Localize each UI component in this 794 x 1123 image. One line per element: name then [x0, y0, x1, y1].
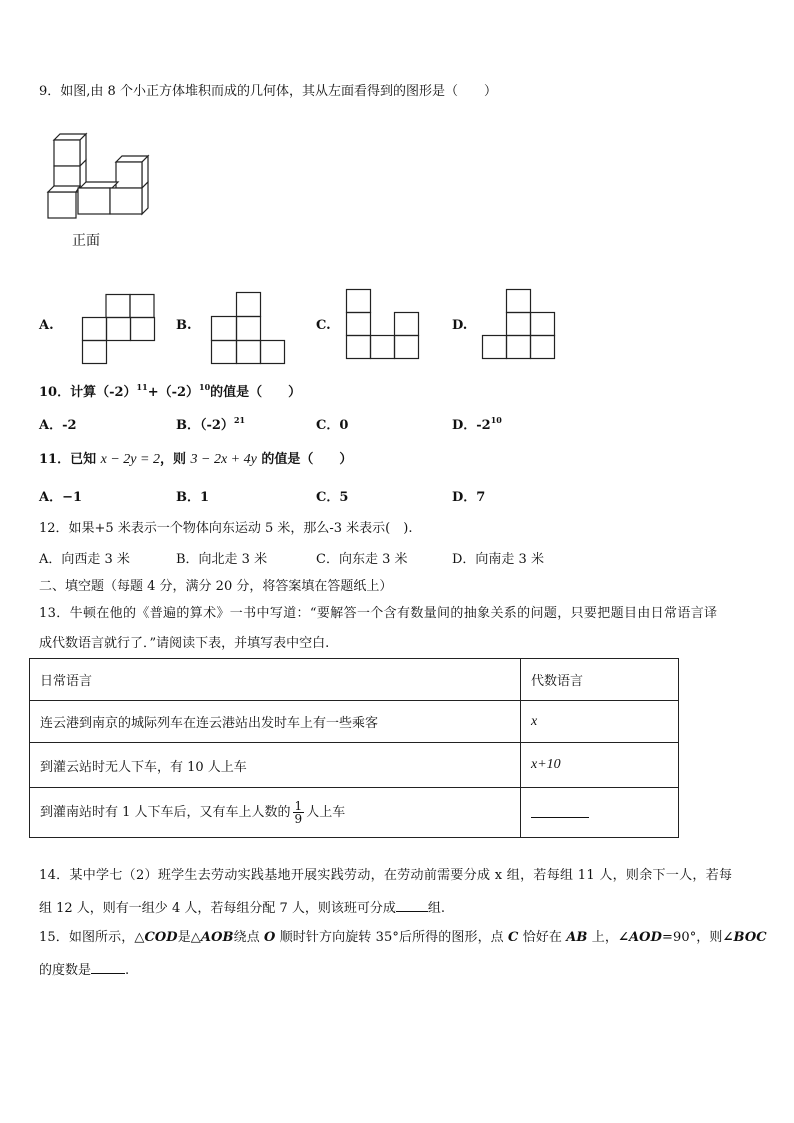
- q12-option-a: A．向西走 3 米: [39, 552, 130, 567]
- q13-translation-table: [29, 658, 679, 838]
- q9-option-a-label: A.: [39, 318, 54, 333]
- q9-option-c-label: C.: [316, 318, 331, 333]
- q11-option-c: C．5: [316, 490, 349, 505]
- q9-stem: 9．如图,由 8 个小正方体堆积而成的几何体，其从左面看得到的图形是（ ）: [39, 84, 497, 99]
- table-cell-daily: 连云港到南京的城际列车在连云港站出发时车上有一些乘客: [30, 701, 521, 743]
- q10-option-b: B．$(-2)^{21}$: [176, 415, 246, 433]
- q13-stem-line2: 成代数语言就行了．”请阅读下表，并填写表中空白.: [39, 636, 330, 651]
- q12-stem: 12．如果+5 米表示一个物体向东运动 5 米，那么-3 米表示( ).: [39, 521, 413, 536]
- q9-option-d-figure: [482, 289, 558, 361]
- q11-option-d: D．7: [452, 490, 486, 505]
- q12-option-c: C．向东走 3 米: [316, 552, 408, 567]
- section-fill-in-blank-heading: 二、填空题（每题 4 分，满分 20 分，将答案填在答题纸上）: [39, 579, 393, 594]
- fraction-one-ninth: $\frac{1}{9}$: [294, 799, 303, 826]
- q12-option-b: B．向北走 3 米: [176, 552, 268, 567]
- q10-option-c: C．0: [316, 418, 349, 433]
- q11-option-a: A．−1: [39, 490, 83, 505]
- q14-stem-line1: 14．某中学七（2）班学生去劳动实践基地开展实践劳动，在劳动前需要分成 x 组，若每组 11 人，则余下一人，若每: [39, 868, 733, 883]
- q11-stem: 11．已知 x − 2y = 2，则 3 − 2x + 4y 的值是（ ）: [39, 452, 353, 467]
- answer-blank[interactable]: [396, 899, 428, 912]
- q9-option-a-figure: [82, 294, 156, 366]
- q15-stem-line1: 15．如图所示，△COD是△AOB绕点 O 顺时针方向旋转 35°后所得的图形，点 C 恰好在 AB 上，∠AOD=90°，则∠BOC: [39, 930, 767, 945]
- q9-option-c-figure: [346, 289, 422, 361]
- q12-option-d: D．向南走 3 米: [452, 552, 544, 567]
- q11-expression: 3 − 2x + 4y: [190, 452, 257, 467]
- q10-stem: 10．计算$(-2)^{11}+(-2)^{10}$的值是（ ）: [39, 382, 302, 400]
- table-row: [30, 788, 679, 838]
- table-cell-algebraic: x+10: [531, 757, 561, 772]
- q9-figure-caption: 正面: [72, 233, 100, 249]
- q11-option-b: B．1: [176, 490, 210, 505]
- table-header-row: [30, 659, 679, 701]
- q10-option-d: D．$-2^{10}$: [452, 415, 502, 433]
- table-cell-algebraic: x: [531, 713, 538, 729]
- table-cell-daily: 到灌云站时无人下车，有 10 人上车: [30, 743, 521, 788]
- table-cell-daily: 到灌南站时有 1 人下车后，又有车上人数的 $\frac{1}{9}$ 人上车: [30, 788, 521, 838]
- answer-blank[interactable]: [531, 803, 589, 818]
- q9-option-b-figure: [211, 292, 287, 366]
- answer-blank[interactable]: [91, 961, 125, 974]
- q9-option-b-label: B.: [176, 318, 192, 333]
- table-header-algebraic-language: 代数语言: [521, 659, 679, 701]
- table-row: [30, 701, 679, 743]
- q15-stem-line2: 的度数是 .: [39, 963, 130, 978]
- q11-given-equation: x − 2y = 2: [100, 452, 160, 467]
- table-header-daily-language: 日常语言: [30, 659, 521, 701]
- q9-stacked-cubes-figure: [40, 130, 160, 225]
- table-row: [30, 743, 679, 788]
- q10-option-a: A．-2: [39, 418, 77, 433]
- q9-option-d-label: D.: [452, 318, 468, 333]
- q13-stem-line1: 13．牛顿在他的《普遍的算术》一书中写道：“要解答一个含有数量间的抽象关系的问题，只要把题目由日常语言译: [39, 606, 718, 621]
- q14-stem-line2: 组 12 人，则有一组少 4 人，若每组分配 7 人，则该班可分成 组.: [39, 901, 446, 916]
